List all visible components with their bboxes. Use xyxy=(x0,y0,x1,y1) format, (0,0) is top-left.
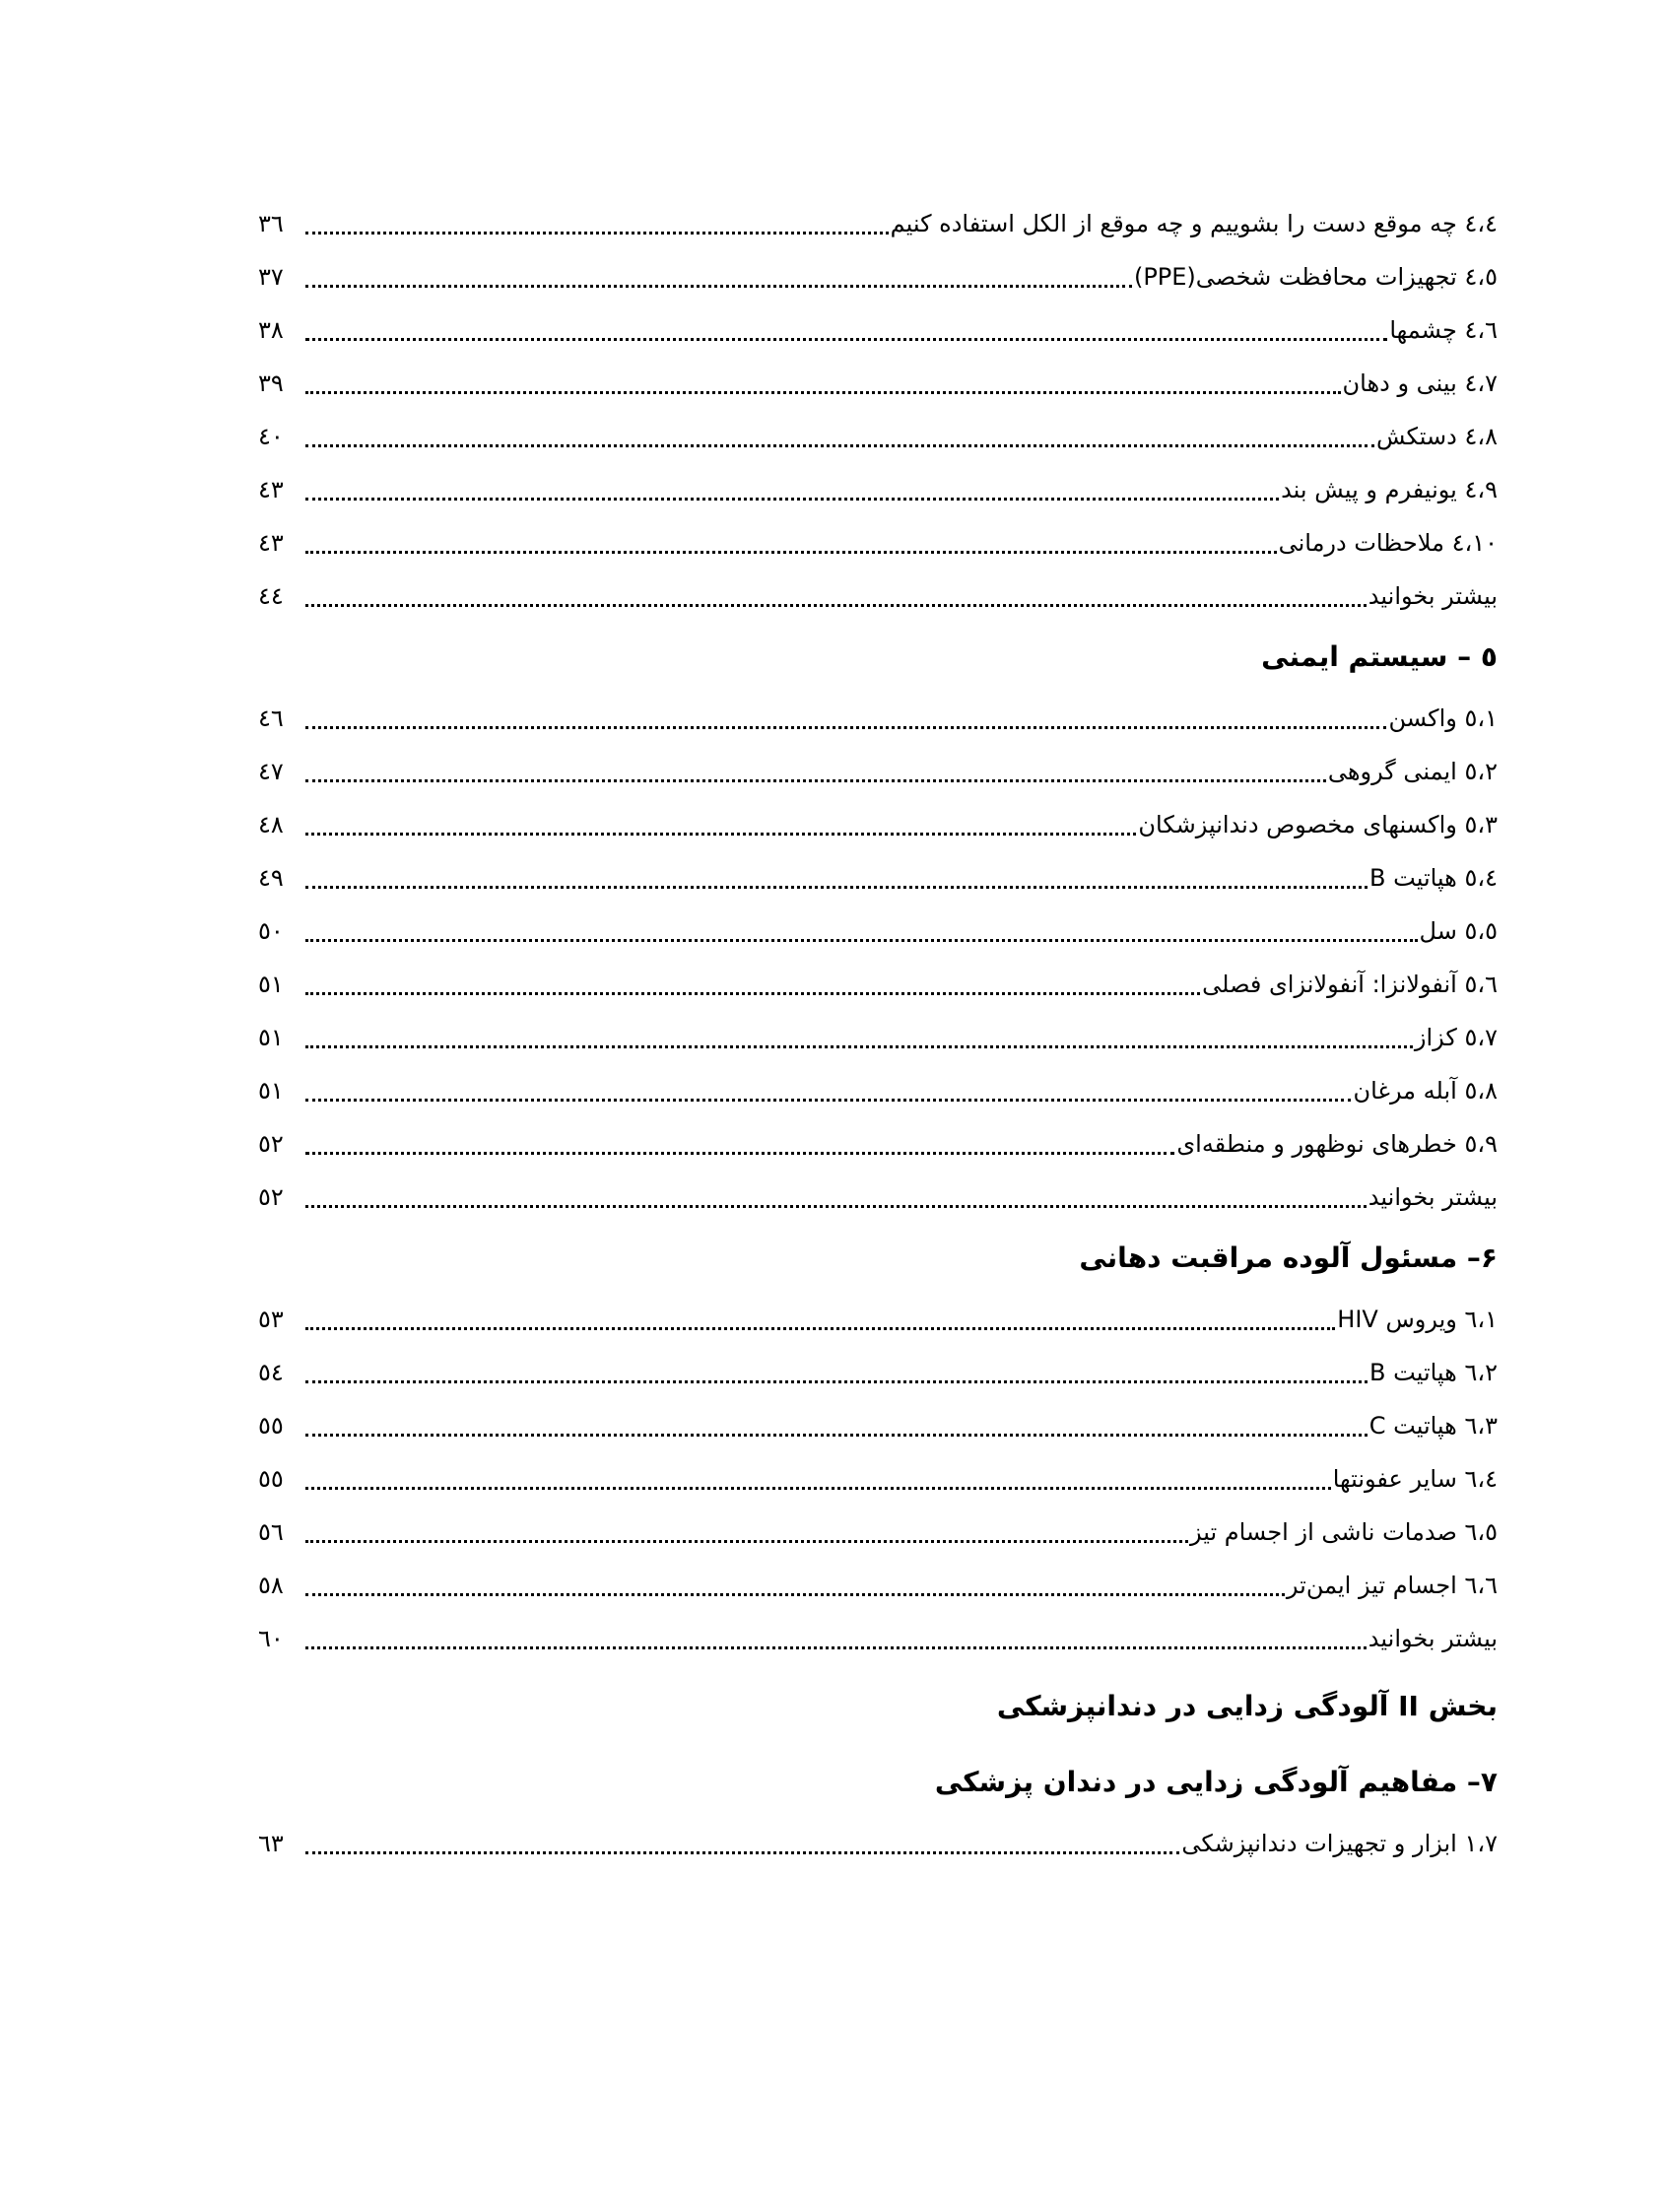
toc-entry[interactable] xyxy=(258,1506,1498,1559)
toc-entry-title: ٦،١ ویروس HIV xyxy=(1337,1306,1498,1333)
toc-entry[interactable] xyxy=(258,1452,1498,1506)
toc-entry-title: ٥،٦ آنفولانزا: آنفولانزای فصلی xyxy=(1202,971,1498,998)
toc-entry[interactable] xyxy=(258,1064,1498,1117)
toc-entry[interactable] xyxy=(258,1612,1498,1665)
toc-entry[interactable] xyxy=(258,1117,1498,1171)
toc-entry-title: ٦،٤ سایر عفونتها xyxy=(1332,1465,1498,1493)
toc-entry-page-number: ٥٨ xyxy=(258,1572,284,1599)
dot-leader xyxy=(305,391,1341,394)
toc-section-6-entries xyxy=(258,1293,1498,1665)
toc-entry-title: ٥،٩ خطرهای نوظهور و منطقه‌ای xyxy=(1176,1130,1498,1158)
toc-entry-page-number: ٣٩ xyxy=(258,369,284,397)
toc-entry-page-number: ٤٨ xyxy=(258,811,284,838)
dot-leader xyxy=(305,1327,1335,1330)
part-heading-2[interactable]: بخش II آلودگی زدایی در دندانپزشکی xyxy=(996,1690,1498,1722)
toc-entry-page-number: ٥٥ xyxy=(258,1412,284,1440)
toc-entry[interactable] xyxy=(258,197,1498,250)
toc-entry-page-number: ٥٢ xyxy=(258,1183,284,1211)
toc-entry-title: ٦،٢ هپاتیت B xyxy=(1369,1359,1498,1386)
toc-entry-page-number: ٥٢ xyxy=(258,1130,284,1158)
toc-entry-page-number: ٤٩ xyxy=(258,864,284,892)
toc-entry-page-number: ٤٤ xyxy=(258,582,284,610)
toc-entry-page-number: ٥٣ xyxy=(258,1306,284,1333)
dot-leader xyxy=(305,1205,1367,1208)
toc-entry-page-number: ٦٣ xyxy=(258,1830,284,1857)
toc-entry-page-number: ٤٣ xyxy=(258,476,284,503)
toc-entry-title: ٤،٨ دستکش xyxy=(1375,423,1498,450)
toc-entry-title: ٤،٤ چه موقع دست را بشوییم و چه موقع از الکل استفاده کنیم xyxy=(890,210,1498,237)
toc-entry-title: ٥،٥ سل xyxy=(1419,917,1498,945)
toc-entry[interactable] xyxy=(258,1559,1498,1612)
toc-entry[interactable] xyxy=(258,463,1498,516)
toc-entry[interactable] xyxy=(258,410,1498,463)
toc-entry[interactable] xyxy=(258,357,1498,410)
toc-entry[interactable] xyxy=(258,570,1498,623)
toc-entry[interactable] xyxy=(258,692,1498,745)
toc-entry[interactable] xyxy=(258,1171,1498,1224)
toc-entry[interactable] xyxy=(258,1399,1498,1452)
dot-leader xyxy=(305,1152,1174,1155)
toc-entry-title: ٥،٢ ایمنی گروهی xyxy=(1327,758,1498,785)
toc-entry-page-number: ٣٨ xyxy=(258,316,284,344)
toc-entry-title: ۷،١ ابزار و تجهیزات دندانپزشکی xyxy=(1181,1830,1498,1857)
toc-entry-page-number: ٥١ xyxy=(258,1077,284,1105)
toc-entry-page-number: ٤٧ xyxy=(258,758,284,785)
toc-section-5-entries xyxy=(258,692,1498,1224)
toc-entry-title: ٤،١٠ ملاحظات درمانی xyxy=(1278,529,1498,557)
toc-entry-title: ٦،٦ اجسام تیز ایمن‌تر xyxy=(1286,1572,1498,1599)
toc-entry-title: ٥،٣ واکسنهای مخصوص دندانپزشکان xyxy=(1138,811,1498,838)
toc-entry[interactable] xyxy=(258,516,1498,570)
dot-leader xyxy=(305,285,1132,288)
dot-leader xyxy=(305,444,1374,447)
toc-entry-page-number: ٤٦ xyxy=(258,704,284,732)
toc-section-4-entries xyxy=(258,197,1498,623)
dot-leader xyxy=(305,939,1418,942)
toc-entry[interactable] xyxy=(258,1346,1498,1399)
toc-entry-page-number: ٣٧ xyxy=(258,263,284,291)
toc-entry-page-number: ٥١ xyxy=(258,1024,284,1051)
toc-entry[interactable] xyxy=(258,905,1498,958)
table-of-contents xyxy=(258,197,1498,1870)
chapter-heading-6[interactable]: ۶– مسئول آلوده مراقبت دهانی xyxy=(1079,1241,1498,1274)
dot-leader xyxy=(305,498,1279,501)
toc-entry-page-number: ٥٦ xyxy=(258,1518,284,1546)
dot-leader xyxy=(305,1487,1331,1490)
chapter-heading-5[interactable]: ٥ – سیستم ایمنی xyxy=(1261,640,1498,673)
toc-entry[interactable] xyxy=(258,745,1498,798)
toc-entry-title: ٤،٦ چشمها xyxy=(1389,316,1498,344)
toc-entry-page-number: ٤٣ xyxy=(258,529,284,557)
dot-leader xyxy=(305,1540,1188,1543)
toc-entry-title: ٥،٨ آبله مرغان xyxy=(1353,1077,1498,1105)
toc-entry-title: ٥،١ واکسن xyxy=(1388,704,1498,732)
toc-entry-page-number: ٤٠ xyxy=(258,423,284,450)
dot-leader xyxy=(305,726,1386,729)
toc-section-7-entries xyxy=(258,1817,1498,1870)
chapter-heading-7[interactable]: ۷– مفاهیم آلودگی زدایی در دندان پزشکی xyxy=(934,1766,1498,1798)
toc-entry-title: بیشتر بخوانید xyxy=(1368,1183,1498,1211)
toc-entry[interactable] xyxy=(258,250,1498,303)
toc-entry-title: ٦،٣ هپاتیت C xyxy=(1368,1412,1498,1440)
toc-entry[interactable] xyxy=(258,958,1498,1011)
toc-entry-page-number: ٥١ xyxy=(258,971,284,998)
toc-entry[interactable] xyxy=(258,1011,1498,1064)
dot-leader xyxy=(305,1045,1413,1048)
dot-leader xyxy=(305,338,1387,341)
toc-entry-page-number: ٣٦ xyxy=(258,210,284,237)
toc-entry-title: بیشتر بخوانید xyxy=(1368,582,1498,610)
toc-entry-page-number: ٦٠ xyxy=(258,1625,284,1652)
dot-leader xyxy=(305,992,1200,995)
dot-leader xyxy=(305,232,889,235)
toc-entry-page-number: ٥٤ xyxy=(258,1359,284,1386)
toc-entry-title: ٤،٩ یونیفرم و پیش بند xyxy=(1281,476,1498,503)
dot-leader xyxy=(305,1593,1285,1596)
dot-leader xyxy=(305,1380,1368,1383)
dot-leader xyxy=(305,604,1367,607)
toc-entry[interactable] xyxy=(258,798,1498,851)
dot-leader xyxy=(305,779,1326,782)
toc-entry-title: ٦،٥ صدمات ناشی از اجسام تیز xyxy=(1189,1518,1498,1546)
dot-leader xyxy=(305,1099,1351,1102)
dot-leader xyxy=(305,1851,1179,1854)
toc-entry-title: ٤،٧ بینی و دهان xyxy=(1342,369,1498,397)
toc-entry[interactable] xyxy=(258,1817,1498,1870)
dot-leader xyxy=(305,1646,1367,1649)
dot-leader xyxy=(305,886,1368,889)
dot-leader xyxy=(305,1434,1368,1437)
dot-leader xyxy=(305,833,1136,836)
toc-entry-page-number: ٥٠ xyxy=(258,917,284,945)
toc-entry[interactable] xyxy=(258,851,1498,905)
toc-entry-page-number: ٥٥ xyxy=(258,1465,284,1493)
toc-entry-title: ٥،٧ کزاز xyxy=(1414,1024,1498,1051)
toc-entry-title: بیشتر بخوانید xyxy=(1368,1625,1498,1652)
toc-entry-title: ٥،٤ هپاتیت B xyxy=(1369,864,1498,892)
toc-entry[interactable] xyxy=(258,1293,1498,1346)
toc-entry[interactable] xyxy=(258,303,1498,357)
toc-entry-title: ٤،٥ تجهیزات محافظت شخصی(PPE) xyxy=(1133,263,1498,291)
dot-leader xyxy=(305,551,1277,554)
